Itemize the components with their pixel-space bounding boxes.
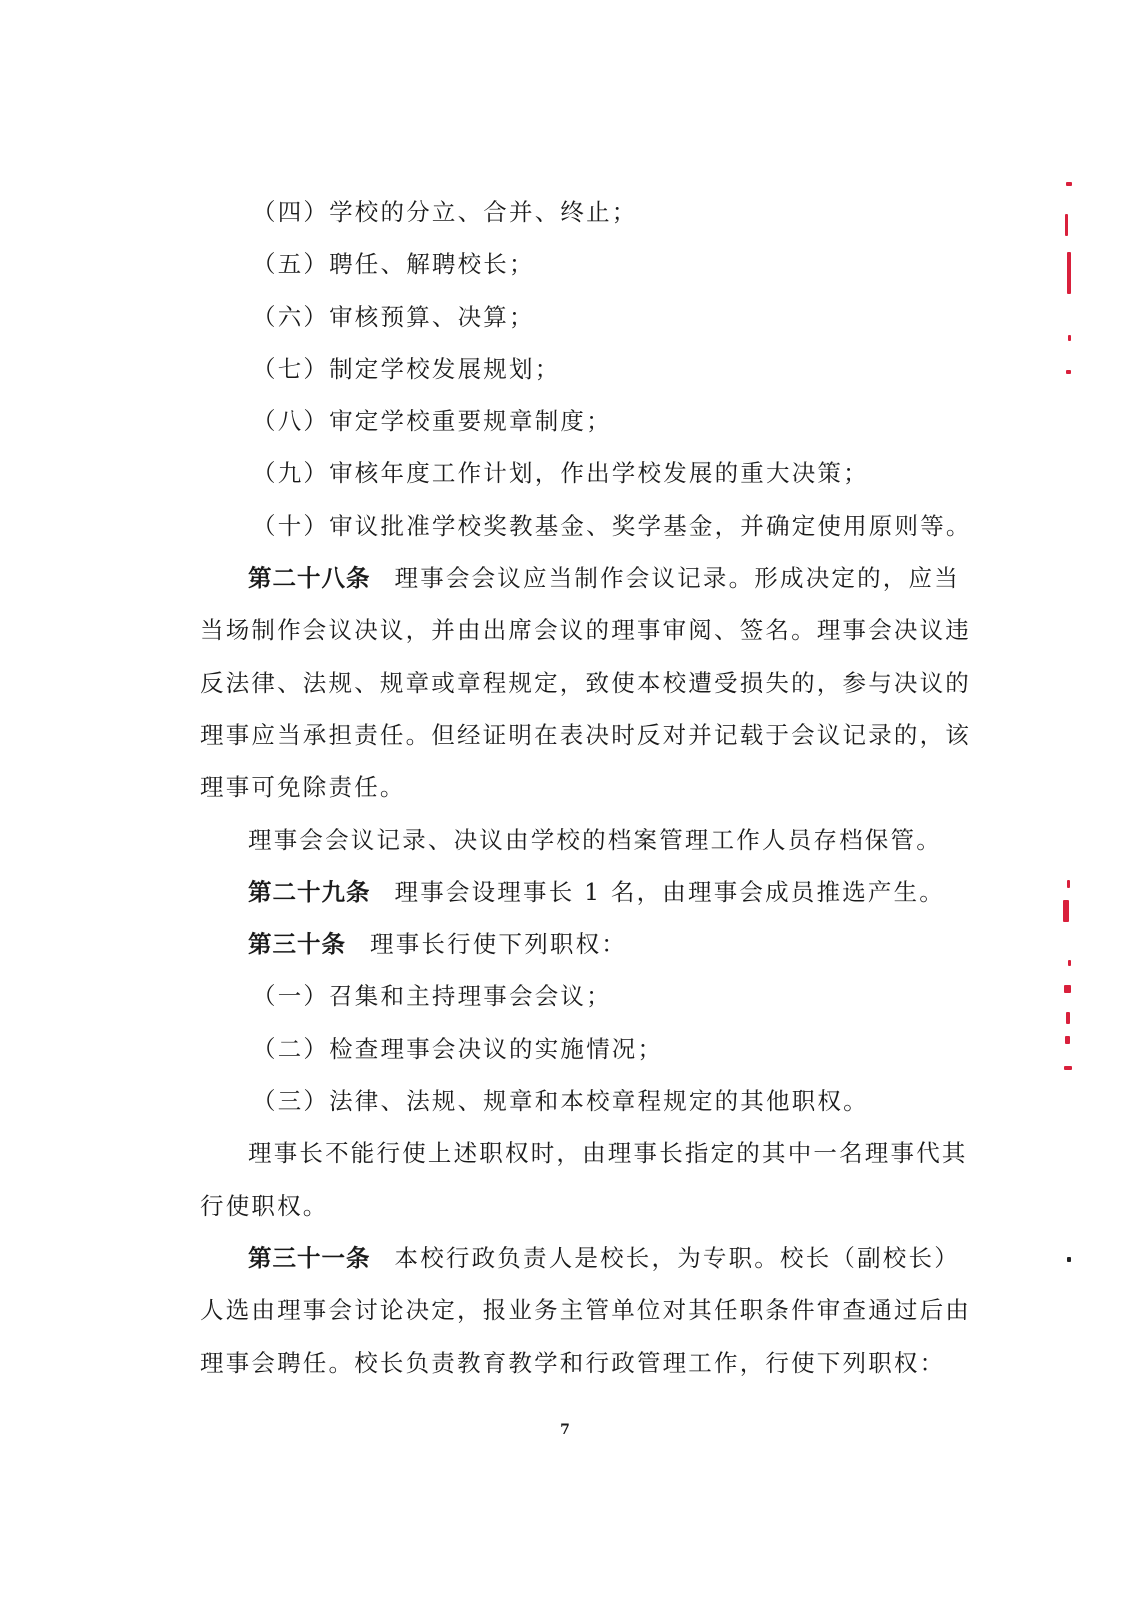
- seal-mark: [1068, 960, 1071, 966]
- seal-mark: [1066, 182, 1072, 186]
- paragraph-line: 人选由理事会讨论决定，报业务主管单位对其任职条件审查通过后由: [200, 1296, 971, 1325]
- list-item: （十）审议批准学校奖教基金、奖学基金，并确定使用原则等。: [252, 511, 972, 540]
- list-item: （三）法律、法规、规章和本校章程规定的其他职权。: [252, 1087, 869, 1116]
- article-label: 第二十九条: [248, 877, 371, 906]
- seal-mark: [1064, 1066, 1072, 1070]
- paragraph-line: 理事会聘任。校长负责教育教学和行政管理工作，行使下列职权：: [200, 1348, 946, 1377]
- paragraph-line: 反法律、法规、规章或章程规定，致使本校遭受损失的，参与决议的: [200, 668, 971, 697]
- article-text: 本校行政负责人是校长，为专职。校长（副校长）: [394, 1243, 960, 1272]
- article-text: 理事长行使下列职权：: [370, 930, 627, 959]
- paragraph-line: 当场制作会议决议，并由出席会议的理事审阅、签名。理事会决议违: [200, 616, 971, 645]
- page-number: 7: [560, 1422, 570, 1438]
- seal-mark: [1064, 985, 1071, 993]
- list-item: （四）学校的分立、合并、终止；: [252, 198, 638, 226]
- seal-mark: [1065, 1036, 1070, 1044]
- seal-mark: [1065, 214, 1068, 236]
- seal-mark: [1067, 1257, 1071, 1262]
- seal-mark: [1066, 370, 1071, 374]
- seal-mark: [1066, 1012, 1070, 1024]
- list-item: （九）审核年度工作计划，作出学校发展的重大决策；: [252, 459, 869, 488]
- paragraph-line: 理事应当承担责任。但经证明在表决时反对并记载于会议记录的，该: [200, 720, 971, 749]
- article-text: 理事会会议应当制作会议记录。形成决定的，应当: [394, 564, 960, 593]
- paragraph-line: 理事长不能行使上述职权时，由理事长指定的其中一名理事代其: [248, 1139, 968, 1168]
- list-item: （七）制定学校发展规划；: [252, 354, 561, 383]
- document-body: [200, 186, 972, 1389]
- article-label: 第三十一条: [248, 1243, 371, 1272]
- article-text: 理事会设理事长 1 名，由理事会成员推选产生。: [394, 877, 945, 906]
- list-item: （八）审定学校重要规章制度；: [252, 407, 612, 436]
- paragraph-line: 理事会会议记录、决议由学校的档案管理工作人员存档保管。: [248, 825, 942, 854]
- list-item: （六）审核预算、决算；: [252, 302, 535, 331]
- paragraph-line: 行使职权。: [200, 1191, 329, 1220]
- list-item: （五）聘任、解聘校长；: [252, 250, 535, 279]
- seal-mark: [1068, 335, 1071, 341]
- seal-mark: [1063, 900, 1069, 922]
- seal-mark: [1067, 252, 1071, 294]
- article-31: [200, 1232, 960, 1284]
- seal-mark: [1067, 880, 1070, 888]
- article-29: [200, 866, 945, 918]
- paragraph-line: 理事可免除责任。: [200, 773, 406, 802]
- article-28: [200, 552, 960, 604]
- list-item: （二）检查理事会决议的实施情况；: [252, 1034, 664, 1063]
- article-label: 第三十条: [248, 930, 346, 959]
- article-30: [200, 918, 920, 970]
- article-label: 第二十八条: [248, 564, 371, 593]
- list-item: （一）召集和主持理事会会议；: [252, 982, 612, 1011]
